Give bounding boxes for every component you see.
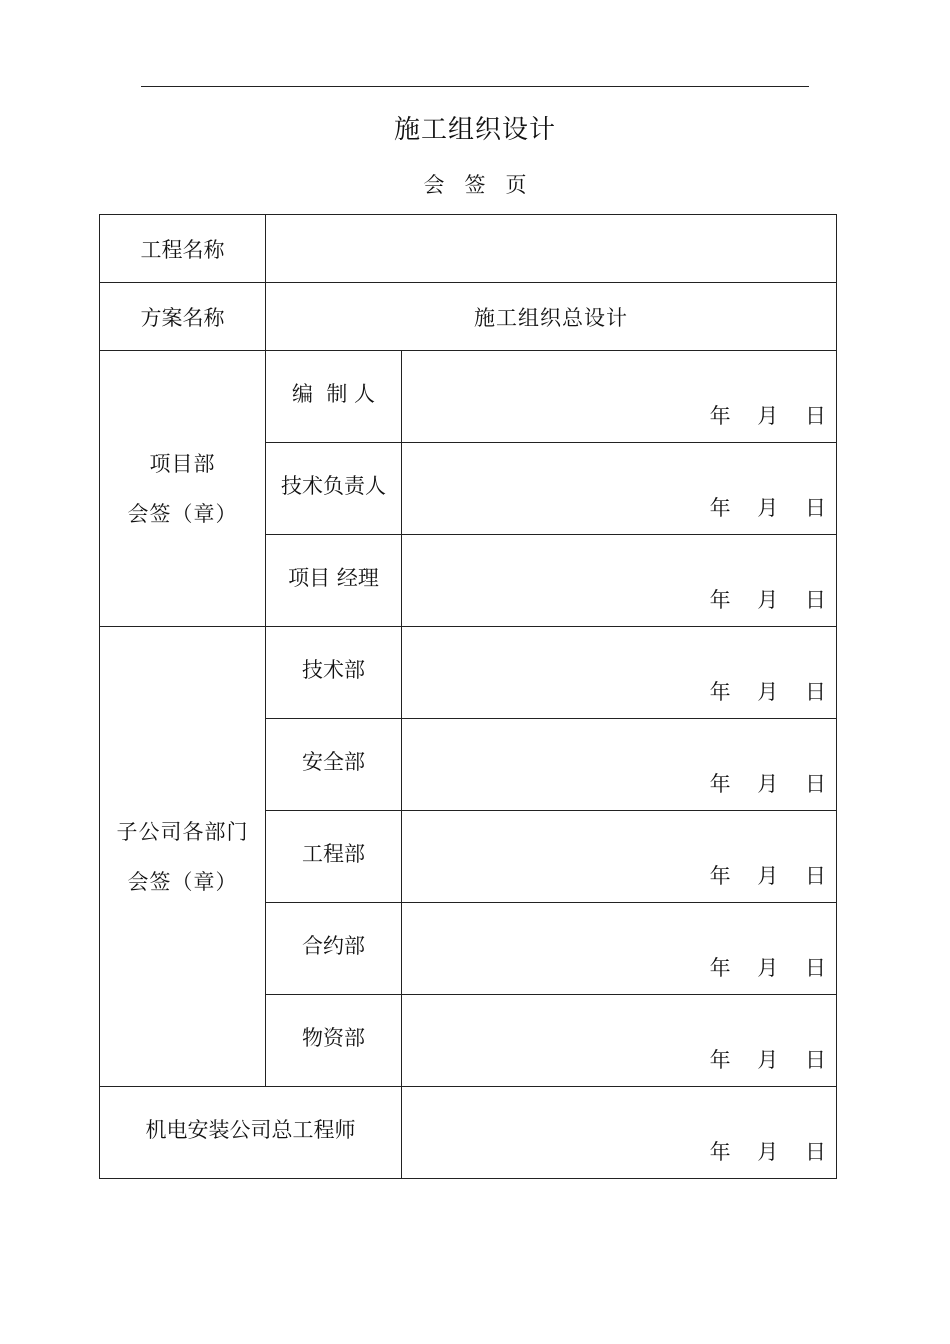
document-subtitle: 会签页 [423,173,547,197]
chief-engineer-label-cell [100,1087,402,1179]
project-dept-label-line1: 项目部 [149,451,216,476]
role-label-compiler: 编 制 人 [291,382,376,406]
project-name-value[interactable] [266,215,837,283]
role-cell [266,443,402,535]
role-cell [266,903,402,995]
project-dept-group-label [100,351,266,627]
signature-cell-materials-dept[interactable] [402,995,837,1087]
sign-row-compiler [100,351,837,443]
role-cell [266,811,402,903]
signature-cell-safety-dept[interactable] [402,719,837,811]
date-placeholder: 年 月 日 [709,956,826,980]
project-name-label: 工程名称 [100,215,266,283]
role-label-technical-lead: 技术负责人 [281,474,386,498]
signature-cell-engineering-dept[interactable] [402,811,837,903]
date-placeholder: 年 月 日 [709,496,826,520]
date-placeholder: 年 月 日 [709,680,826,704]
date-placeholder: 年 月 日 [709,1140,826,1164]
role-label-project-manager: 项目 经理 [288,566,379,590]
sign-row-chief-engineer [100,1087,837,1179]
role-label-technical-dept: 技术部 [302,658,365,682]
branch-depts-group-label [100,627,266,1087]
sign-row-technical-dept [100,627,837,719]
date-placeholder: 年 月 日 [709,1048,826,1072]
project-name-row [100,215,837,283]
role-cell [266,535,402,627]
date-placeholder: 年 月 日 [709,864,826,888]
scheme-name-value[interactable]: 施工组织总设计 [266,283,837,351]
signature-cell-project-manager[interactable] [402,535,837,627]
signature-cell-compiler[interactable] [402,351,837,443]
branch-depts-label-line2: 会签（章） [127,869,238,894]
role-cell [266,627,402,719]
role-cell [266,995,402,1087]
signature-cell-technical-lead[interactable] [402,443,837,535]
chief-engineer-label: 机电安装公司总工程师 [145,1118,356,1142]
signature-cell-technical-dept[interactable] [402,627,837,719]
date-placeholder: 年 月 日 [709,588,826,612]
document-title: 施工组织设计 [393,115,556,145]
role-label-materials-dept: 物资部 [302,1026,365,1050]
signature-cell-contract-dept[interactable] [402,903,837,995]
role-label-safety-dept: 安全部 [302,750,365,774]
role-cell [266,351,402,443]
date-placeholder: 年 月 日 [709,404,826,428]
role-label-engineering-dept: 工程部 [302,842,365,866]
project-dept-label-line2: 会签（章） [127,501,238,526]
branch-depts-label-line1: 子公司各部门 [116,819,249,844]
header-rule [141,86,809,87]
sign-off-table [99,214,837,1179]
scheme-name-row [100,283,837,351]
scheme-name-label: 方案名称 [100,283,266,351]
role-cell [266,719,402,811]
date-placeholder: 年 月 日 [709,772,826,796]
role-label-contract-dept: 合约部 [302,934,365,958]
signature-cell-chief-engineer[interactable] [402,1087,837,1179]
